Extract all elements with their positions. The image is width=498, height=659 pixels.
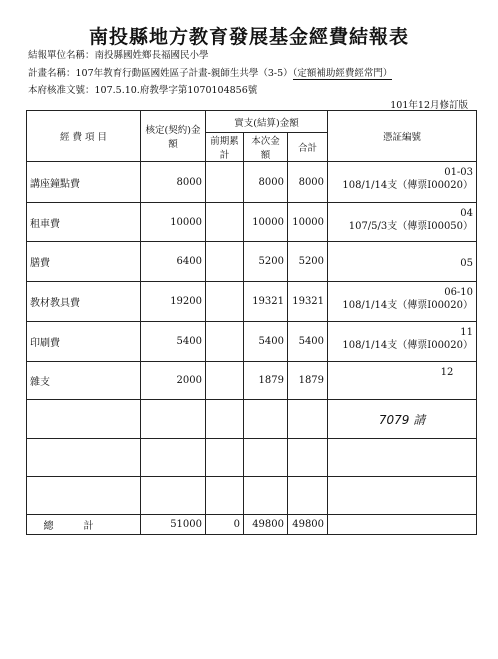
- table-row: [27, 242, 477, 282]
- plan-name: [28, 65, 392, 79]
- row-item: 印刷費: [27, 322, 141, 362]
- row-current: 10000: [244, 203, 288, 242]
- row-item: 講座鐘點費: [27, 162, 141, 203]
- header-item: 經 費 項 目: [27, 111, 141, 162]
- row-prior: [206, 322, 244, 362]
- row-sum: 10000: [288, 203, 328, 242]
- voucher-note: 108/1/14支（傳票I00020）: [342, 340, 474, 351]
- row-sum: 5200: [288, 242, 328, 282]
- row-sum: 1879: [288, 362, 328, 400]
- row-voucher: [328, 322, 477, 362]
- plan-name-text: 計畫名稱：107年教育行動區國姓區子計畫-親師生共學（3-5）: [28, 68, 293, 79]
- total-current: 49800: [244, 515, 288, 535]
- empty-row: [27, 439, 477, 477]
- row-current: 5200: [244, 242, 288, 282]
- row-prior: [206, 203, 244, 242]
- expense-table: [26, 110, 477, 535]
- header-voucher: 憑証編號: [328, 111, 477, 162]
- row-approved: 6400: [141, 242, 206, 282]
- header-prior: 前期累計: [206, 133, 244, 162]
- total-label: 總計: [27, 515, 141, 535]
- table-row: [27, 282, 477, 322]
- row-current: 1879: [244, 362, 288, 400]
- row-prior: [206, 362, 244, 400]
- row-item: 租車費: [27, 203, 141, 242]
- row-approved: 10000: [141, 203, 206, 242]
- voucher-number: 05: [460, 258, 474, 269]
- header-row: [27, 111, 477, 133]
- header-approved: 核定(契約)金額: [141, 111, 206, 162]
- row-approved: 5400: [141, 322, 206, 362]
- voucher-number: 04: [460, 208, 474, 219]
- table-row: [27, 203, 477, 242]
- voucher-number: 06-10: [444, 287, 474, 298]
- row-prior: [206, 242, 244, 282]
- table-row: [27, 162, 477, 203]
- voucher-note: 108/1/14支（傳票I00020）: [342, 300, 474, 311]
- row-current: 8000: [244, 162, 288, 203]
- row-current: 19321: [244, 282, 288, 322]
- total-sum: 49800: [288, 515, 328, 535]
- row-item: 教材教具費: [27, 282, 141, 322]
- row-item: 膳費: [27, 242, 141, 282]
- header-current: 本次金額: [244, 133, 288, 162]
- voucher-number: 11: [460, 327, 474, 338]
- total-voucher: [328, 515, 477, 535]
- header-sum: 合計: [288, 133, 328, 162]
- table-row: [27, 322, 477, 362]
- row-approved: 19200: [141, 282, 206, 322]
- voucher-number: 12: [440, 367, 454, 378]
- total-approved: 51000: [141, 515, 206, 535]
- row-voucher: [328, 362, 477, 400]
- row-approved: 2000: [141, 362, 206, 400]
- row-sum: 19321: [288, 282, 328, 322]
- row-approved: 8000: [141, 162, 206, 203]
- row-current: 5400: [244, 322, 288, 362]
- row-item: 雜支: [27, 362, 141, 400]
- row-sum: 5400: [288, 322, 328, 362]
- row-voucher: [328, 162, 477, 203]
- voucher-note: 108/1/14支（傳票I00020）: [342, 180, 474, 191]
- row-sum: 8000: [288, 162, 328, 203]
- row-voucher: [328, 203, 477, 242]
- report-title: 南投縣地方教育發展基金經費結報表: [88, 26, 409, 48]
- approval-document-number: 本府核准文號：107.5.10.府教學字第1070104856號: [28, 85, 258, 96]
- row-voucher: [328, 242, 477, 282]
- plan-category-tag: （定額補助經費經常門）: [292, 68, 393, 79]
- empty-row: [27, 477, 477, 515]
- handwritten-note: 7079 請: [328, 400, 477, 439]
- revision-label: 101年12月修訂版: [390, 100, 468, 111]
- row-prior: [206, 162, 244, 203]
- total-row: [27, 515, 477, 535]
- voucher-note: 107/5/3支（傳票I00050）: [348, 221, 474, 232]
- reporting-unit: 結報單位名稱：南投縣國姓鄉長福國民小學: [28, 50, 209, 61]
- voucher-number: 01-03: [444, 167, 474, 178]
- row-voucher: [328, 282, 477, 322]
- empty-row: [27, 400, 477, 439]
- total-prior: 0: [206, 515, 244, 535]
- header-actual: 實支(結算)金額: [206, 111, 328, 133]
- row-prior: [206, 282, 244, 322]
- table-row: [27, 362, 477, 400]
